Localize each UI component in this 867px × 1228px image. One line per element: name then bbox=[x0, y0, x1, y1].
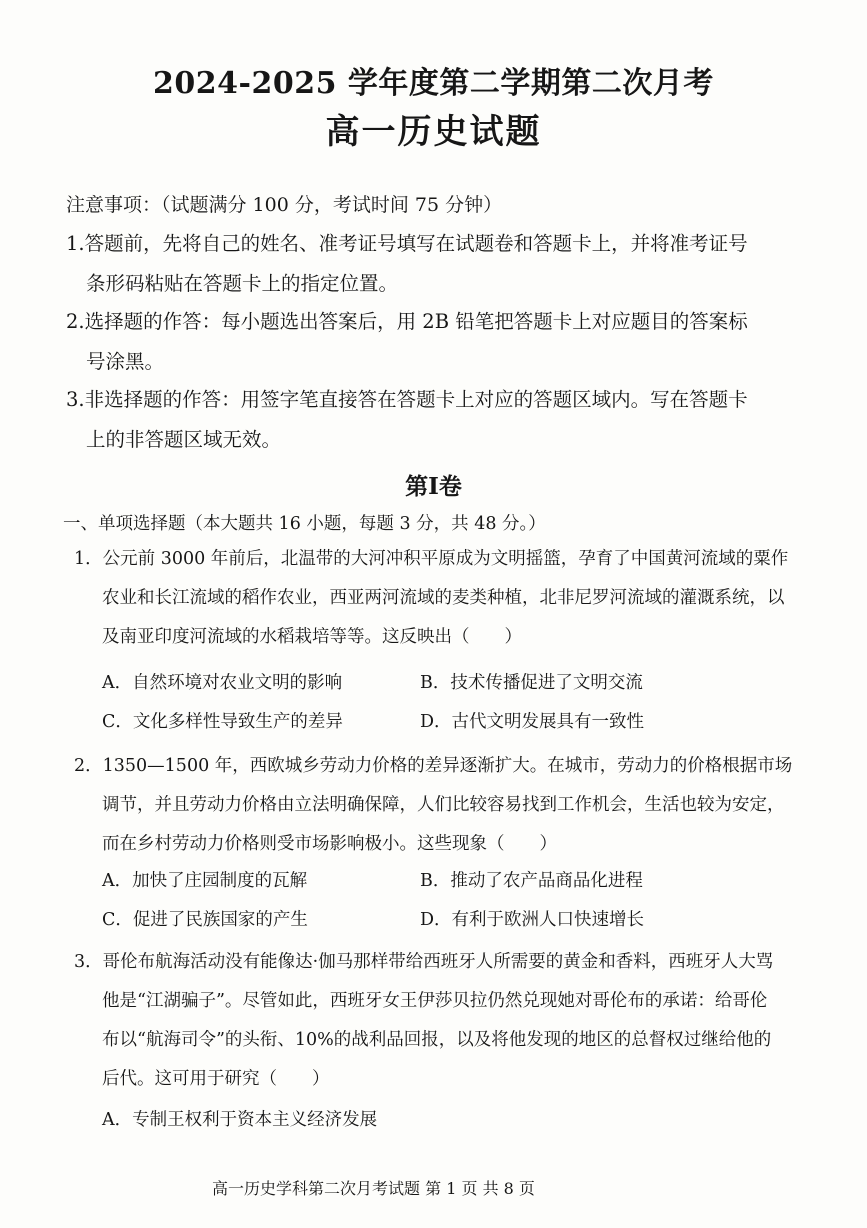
section-title: 第Ⅰ卷 bbox=[405, 473, 462, 500]
question-3 bbox=[74, 943, 814, 1099]
question-2 bbox=[74, 747, 814, 864]
page-footer: 高一历史学科第二次月考试题 第 1 页 共 8 页 bbox=[212, 1179, 535, 1198]
question-1-option-b[interactable]: B．技术传播促进了文明交流 bbox=[420, 673, 643, 693]
exam-title: 2024-2025 学年度第二学期第二次月考 bbox=[153, 66, 714, 101]
notice-item-2 bbox=[66, 302, 806, 382]
notice-item-2-cont: 号涂黑。 bbox=[86, 350, 165, 373]
notice-item-1 bbox=[66, 224, 806, 304]
question-1-option-c[interactable]: C．文化多样性导致生产的差异 bbox=[102, 712, 343, 732]
question-2-line-3: 而在乡村劳动力价格则受市场影响极小。这些现象（ ） bbox=[102, 834, 557, 854]
question-1-option-d[interactable]: D．古代文明发展具有一致性 bbox=[420, 712, 645, 732]
question-1-option-a[interactable]: A．自然环境对农业文明的影响 bbox=[102, 673, 343, 693]
question-3-lead: 3．哥伦布航海活动没有能像达·伽马那样带给西班牙人所需要的黄金和香料，西班牙人大骂 bbox=[74, 952, 774, 972]
question-2-line-2: 调节，并且劳动力价格由立法明确保障，人们比较容易找到工作机会，生活也较为安定， bbox=[102, 795, 785, 815]
part-title: 一、单项选择题（本大题共 16 小题，每题 3 分，共 48 分。） bbox=[63, 514, 546, 534]
question-2-option-c[interactable]: C．促进了民族国家的产生 bbox=[102, 910, 308, 930]
question-2-lead: 2．1350—1500 年，西欧城乡劳动力价格的差异逐渐扩大。在城市，劳动力的价格根据市场 bbox=[74, 756, 793, 776]
question-1-line-3: 及南亚印度河流域的水稻栽培等等。这反映出（ ） bbox=[102, 627, 522, 647]
question-3-line-2: 他是“江湖骗子”。尽管如此，西班牙女王伊莎贝拉仍然兑现她对哥伦布的承诺：给哥伦 bbox=[102, 991, 768, 1011]
question-2-option-a[interactable]: A．加快了庄园制度的瓦解 bbox=[102, 871, 308, 891]
question-1-lead: 1．公元前 3000 年前后，北温带的大河冲积平原成为文明摇篮，孕育了中国黄河流域的粟作 bbox=[74, 549, 789, 569]
notice-item-3 bbox=[66, 380, 806, 460]
notice-item-3-cont: 上的非答题区域无效。 bbox=[86, 428, 282, 451]
question-3-option-a[interactable]: A．专制王权利于资本主义经济发展 bbox=[102, 1110, 378, 1130]
question-3-line-4: 后代。这可用于研究（ ） bbox=[102, 1069, 330, 1089]
notice-item-1-lead: 1.答题前，先将自己的姓名、准考证号填写在试题卷和答题卡上，并将准考证号 bbox=[66, 232, 748, 255]
notice-item-3-lead: 3.非选择题的作答：用签字笔直接答在答题卡上对应的答题区域内。写在答题卡 bbox=[66, 388, 748, 411]
exam-subject-title: 高一历史试题 bbox=[325, 112, 542, 152]
question-2-option-b[interactable]: B．推动了农产品商品化进程 bbox=[420, 871, 643, 891]
question-1 bbox=[74, 540, 814, 657]
notice-item-2-lead: 2.选择题的作答：每小题选出答案后，用 2B 铅笔把答题卡上对应题目的答案标 bbox=[66, 310, 748, 333]
notice-heading: 注意事项：（试题满分 100 分，考试时间 75 分钟） bbox=[66, 194, 503, 216]
question-1-line-2: 农业和长江流域的稻作农业，西亚两河流域的麦类种植，北非尼罗河流域的灌溉系统，以 bbox=[102, 588, 785, 608]
question-3-line-3: 布以“航海司令”的头衔、10%的战利品回报，以及将他发现的地区的总督权过继给他的 bbox=[102, 1030, 772, 1050]
notice-item-1-cont: 条形码粘贴在答题卡上的指定位置。 bbox=[86, 272, 399, 295]
question-2-option-d[interactable]: D．有利于欧洲人口快速增长 bbox=[420, 910, 645, 930]
